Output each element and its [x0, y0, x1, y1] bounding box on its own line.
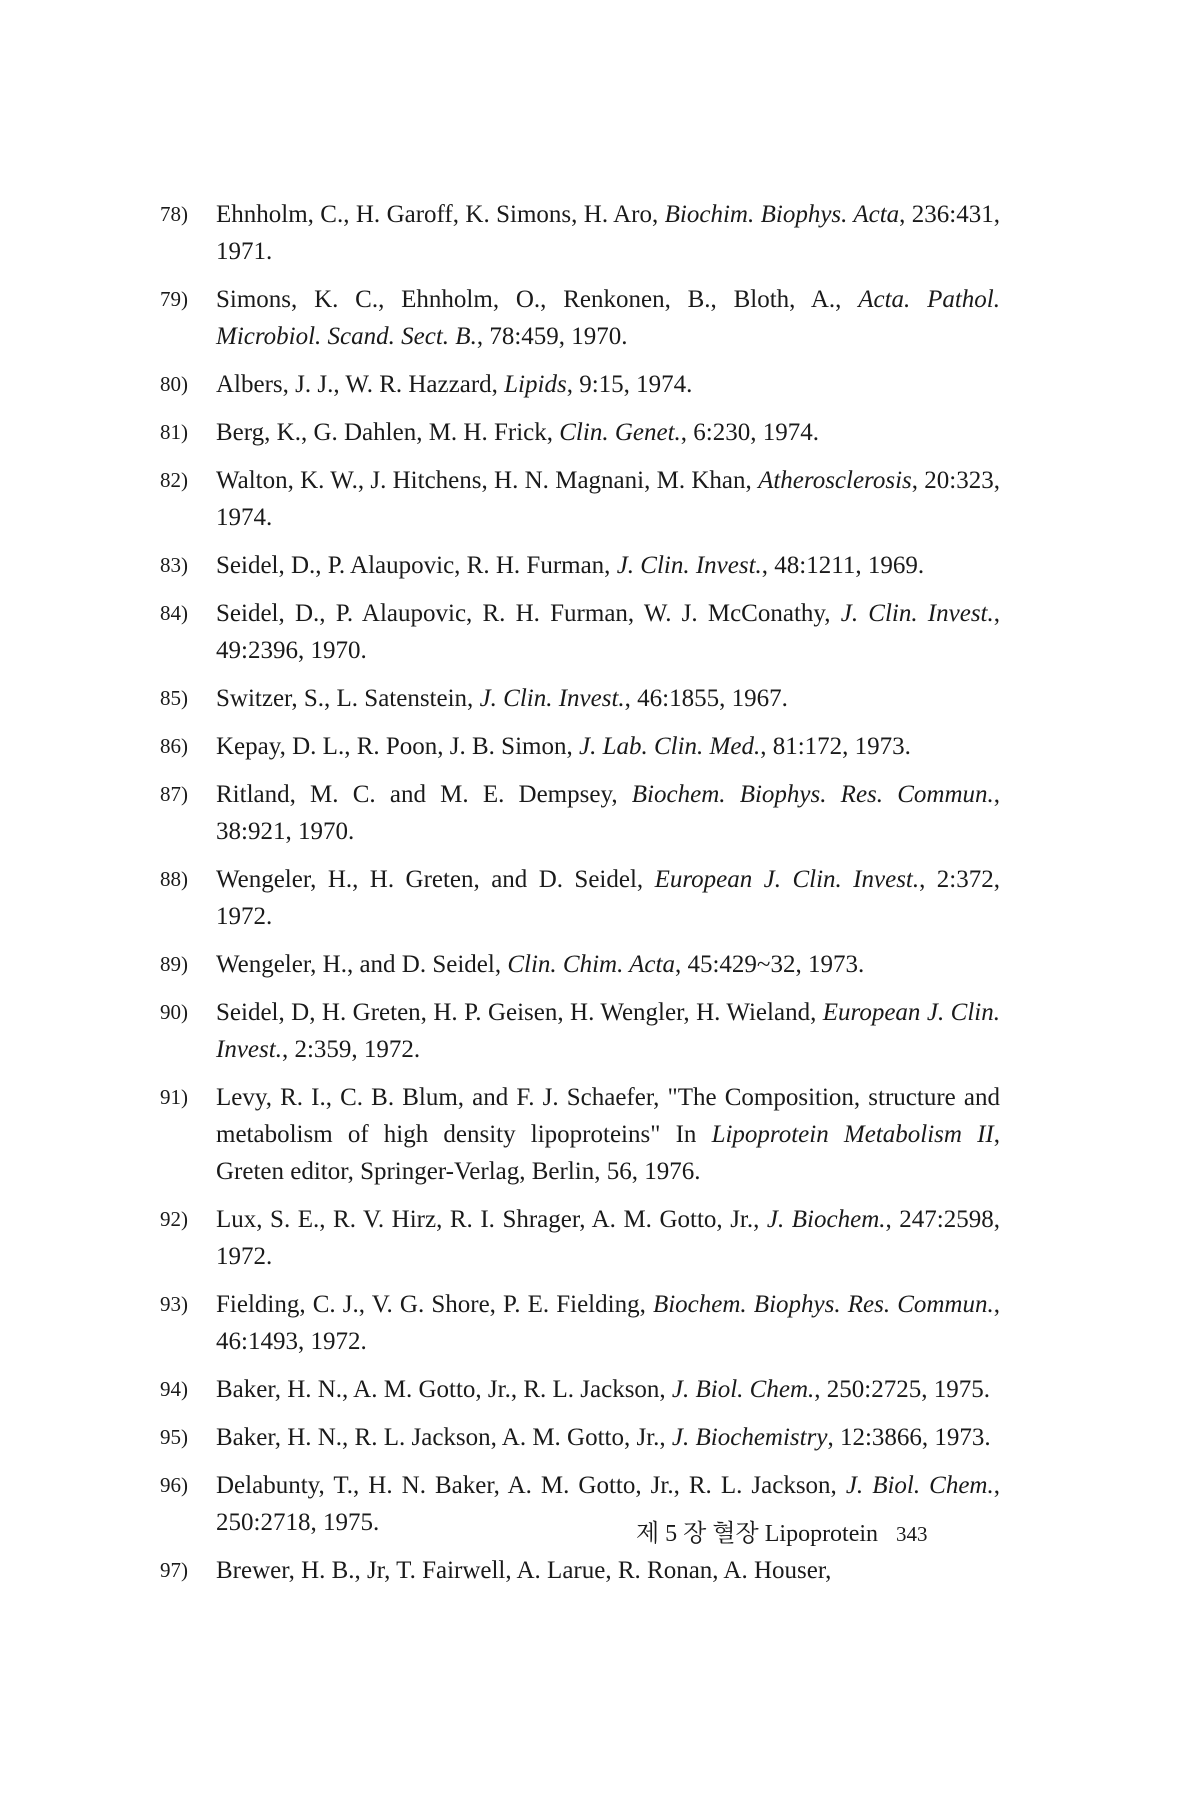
reference-number: 79): [160, 287, 188, 311]
reference-text: [216, 1079, 1000, 1190]
reference-number: 91): [160, 1085, 188, 1109]
reference-item: [160, 776, 1000, 850]
reference-number: 80): [160, 372, 188, 396]
reference-text: [216, 281, 1000, 355]
chapter-title: 제 5 장 혈장 Lipoprotein: [636, 1521, 879, 1547]
journal-title: Atherosclerosis: [758, 467, 912, 494]
reference-number: 96): [160, 1473, 188, 1497]
reference-text: [216, 1201, 1000, 1275]
reference-list: [160, 196, 1000, 1600]
reference-item: [160, 680, 1000, 717]
journal-title: European J. Clin. Invest.: [654, 866, 920, 893]
citation-text: , 9:15, 1974.: [566, 371, 693, 398]
reference-text: [216, 595, 1000, 669]
citation-text: Wengeler, H., H. Greten, and D. Seidel,: [216, 866, 655, 893]
journal-title: Biochem. Biophys. Res. Commun.: [631, 781, 994, 808]
citation-text: Berg, K., G. Dahlen, M. H. Frick,: [216, 419, 560, 446]
reference-item: [160, 1419, 1000, 1456]
reference-number: 87): [160, 782, 188, 806]
reference-text: [216, 414, 1000, 451]
reference-item: [160, 547, 1000, 584]
reference-text: [216, 547, 1000, 584]
citation-text: Seidel, D., P. Alaupovic, R. H. Furman,: [216, 552, 617, 579]
citation-text: Walton, K. W., J. Hitchens, H. N. Magnani, M. Khan,: [216, 467, 759, 494]
journal-title: Biochim. Biophys. Acta: [664, 201, 900, 228]
journal-title: J. Biol. Chem.: [845, 1472, 994, 1499]
reference-item: [160, 281, 1000, 355]
reference-number: 88): [160, 867, 188, 891]
reference-item: [160, 366, 1000, 403]
citation-text: Baker, H. N., R. L. Jackson, A. M. Gotto, Jr.,: [216, 1424, 672, 1451]
reference-text: [216, 1286, 1000, 1360]
citation-text: , Greten editor, Springer-Verlag, Berlin, 56, 1976.: [216, 1121, 1000, 1185]
citation-text: Wengeler, H., and D. Seidel,: [216, 951, 508, 978]
reference-item: [160, 861, 1000, 935]
citation-text: Seidel, D., P. Alaupovic, R. H. Furman, W. J. McConathy,: [216, 600, 841, 627]
reference-text: [216, 366, 1000, 403]
reference-number: 85): [160, 686, 188, 710]
journal-title: Lipoprotein Metabolism II: [711, 1121, 994, 1148]
reference-number: 86): [160, 734, 188, 758]
reference-text: [216, 680, 1000, 717]
journal-title: Clin. Genet.: [559, 419, 681, 446]
citation-text: , 20:323, 1974.: [216, 467, 1000, 531]
journal-title: J. Biol. Chem.: [671, 1376, 815, 1403]
reference-number: 81): [160, 420, 188, 444]
citation-text: Switzer, S., L. Satenstein,: [216, 685, 480, 712]
page-footer: [636, 1513, 928, 1548]
citation-text: , 247:2598, 1972.: [216, 1206, 1000, 1270]
journal-title: J. Biochem.: [766, 1206, 886, 1233]
reference-item: [160, 1371, 1000, 1408]
journal-title: J. Lab. Clin. Med.: [578, 733, 761, 760]
citation-text: , 49:2396, 1970.: [216, 600, 1000, 664]
reference-text: [216, 1552, 1000, 1589]
citation-text: , 2:372, 1972.: [216, 866, 1000, 930]
reference-text: [216, 728, 1000, 765]
reference-item: [160, 728, 1000, 765]
reference-number: 83): [160, 553, 188, 577]
journal-title: J. Clin. Invest.: [616, 552, 762, 579]
reference-item: [160, 1286, 1000, 1360]
reference-number: 92): [160, 1207, 188, 1231]
citation-text: , 2:359, 1972.: [281, 1036, 421, 1063]
citation-text: , 81:172, 1973.: [760, 733, 911, 760]
reference-item: [160, 1079, 1000, 1190]
citation-text: Brewer, H. B., Jr, T. Fairwell, A. Larue, R. Ronan, A. Houser,: [216, 1557, 832, 1584]
citation-text: Kepay, D. L., R. Poon, J. B. Simon,: [216, 733, 579, 760]
reference-item: [160, 196, 1000, 270]
citation-text: Levy, R. I., C. B. Blum, and F. J. Schaefer, "The Composition, structure and metabolism of high density lipoproteins" In: [216, 1084, 1000, 1148]
citation-text: , 250:2718, 1975.: [216, 1472, 1000, 1536]
reference-item: [160, 1552, 1000, 1589]
reference-text: [216, 462, 1000, 536]
reference-number: 78): [160, 202, 188, 226]
reference-number: 82): [160, 468, 188, 492]
citation-text: , 48:1211, 1969.: [761, 552, 925, 579]
reference-text: [216, 946, 1000, 983]
citation-text: , 250:2725, 1975.: [814, 1376, 990, 1403]
citation-text: Albers, J. J., W. R. Hazzard,: [216, 371, 505, 398]
citation-text: , 46:1493, 1972.: [216, 1291, 1000, 1355]
citation-text: Seidel, D, H. Greten, H. P. Geisen, H. Wengler, H. Wieland,: [216, 999, 823, 1026]
reference-number: 89): [160, 952, 188, 976]
reference-item: [160, 462, 1000, 536]
citation-text: Lux, S. E., R. V. Hirz, R. I. Shrager, A. M. Gotto, Jr.,: [216, 1206, 767, 1233]
reference-number: 84): [160, 601, 188, 625]
journal-title: European J. Clin. Invest.: [216, 999, 1000, 1063]
citation-text: Baker, H. N., A. M. Gotto, Jr., R. L. Jackson,: [216, 1376, 672, 1403]
reference-text: [216, 776, 1000, 850]
reference-item: [160, 1201, 1000, 1275]
citation-text: , 78:459, 1970.: [476, 323, 628, 350]
citation-text: Ritland, M. C. and M. E. Dempsey,: [216, 781, 632, 808]
citation-text: , 45:429~32, 1973.: [674, 951, 865, 978]
citation-text: , 236:431, 1971.: [216, 201, 1000, 265]
reference-item: [160, 994, 1000, 1068]
reference-text: [216, 861, 1000, 935]
page-number: 343: [896, 1522, 928, 1546]
reference-number: 95): [160, 1425, 188, 1449]
journal-title: Acta. Pathol. Microbiol. Scand. Sect. B.: [216, 286, 1000, 350]
reference-item: [160, 414, 1000, 451]
reference-text: [216, 1371, 1000, 1408]
citation-text: Simons, K. C., Ehnholm, O., Renkonen, B., Bloth, A.,: [216, 286, 859, 313]
reference-text: [216, 196, 1000, 270]
citation-text: , 46:1855, 1967.: [624, 685, 788, 712]
citation-text: Ehnholm, C., H. Garoff, K. Simons, H. Aro,: [216, 201, 665, 228]
journal-title: Lipids: [504, 371, 567, 398]
reference-text: [216, 1419, 1000, 1456]
reference-item: [160, 946, 1000, 983]
citation-text: Delabunty, T., H. N. Baker, A. M. Gotto, Jr., R. L. Jackson,: [216, 1472, 846, 1499]
reference-number: 90): [160, 1000, 188, 1024]
citation-text: Fielding, C. J., V. G. Shore, P. E. Fielding,: [216, 1291, 653, 1318]
citation-text: , 6:230, 1974.: [680, 419, 819, 446]
journal-title: J. Biochemistry: [671, 1424, 828, 1451]
reference-number: 94): [160, 1377, 188, 1401]
citation-text: , 38:921, 1970.: [216, 781, 1001, 845]
reference-item: [160, 595, 1000, 669]
reference-text: [216, 994, 1000, 1068]
journal-title: J. Clin. Invest.: [840, 600, 994, 627]
journal-title: Biochem. Biophys. Res. Commun.: [652, 1291, 994, 1318]
journal-title: J. Clin. Invest.: [479, 685, 625, 712]
reference-number: 93): [160, 1292, 188, 1316]
reference-number: 97): [160, 1558, 188, 1582]
citation-text: , 12:3866, 1973.: [827, 1424, 991, 1451]
journal-title: Clin. Chim. Acta: [507, 951, 675, 978]
